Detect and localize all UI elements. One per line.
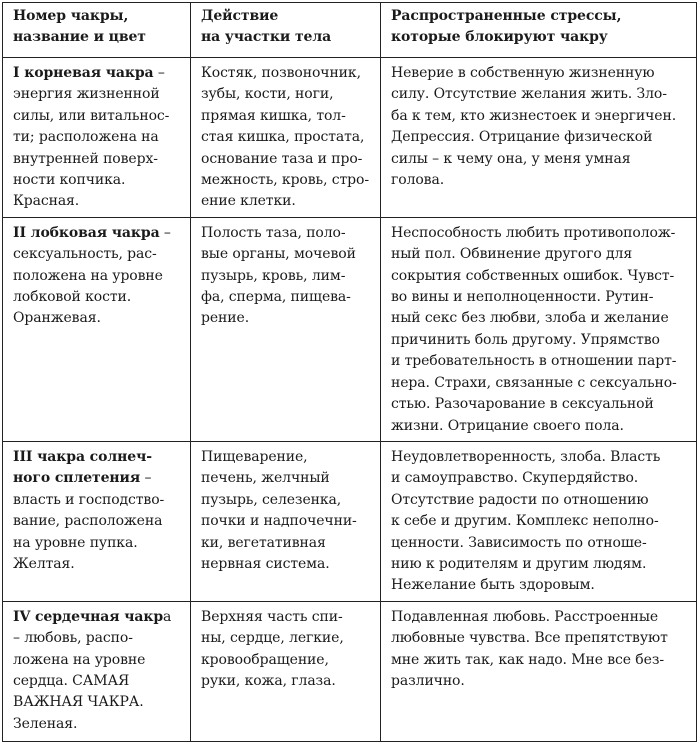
body-action-cell — [191, 601, 381, 741]
stress-cell — [381, 441, 697, 601]
body-action-line: зубы, кости, ноги, — [201, 86, 334, 103]
stress-line: ный секс без любви, злоба и желание — [391, 310, 669, 327]
stress-line: жизни. Отрицание своего пола. — [391, 417, 624, 434]
stress-line: Нежелание быть здоровым. — [391, 577, 595, 594]
table-row — [3, 58, 697, 218]
stress-cell — [381, 601, 697, 741]
chakra-name-line — [13, 63, 186, 84]
body-action-line: ки, вегетативная — [201, 534, 326, 551]
body-action-line: Костяк, позвоночник, — [201, 65, 361, 81]
stress-line: различно. — [391, 672, 465, 689]
stress-line: нера. Страхи, связанные с сексуально- — [391, 374, 677, 391]
stress-line: голова. — [391, 172, 445, 189]
stress-cell — [381, 217, 697, 441]
chakra-name-line — [13, 607, 186, 628]
chakra-name-cell — [3, 441, 191, 601]
chakra-description: силы, или витальнос- — [13, 107, 170, 124]
chakra-description: положена на уровне — [13, 267, 163, 284]
stress-line: и самоуправство. Скупердяйство. — [391, 470, 639, 487]
body-action-line: прямая кишка, тол- — [201, 107, 346, 124]
body-action-line: ны, сердце, легкие, — [201, 630, 344, 647]
chakra-description: сексуальность, рас- — [13, 246, 157, 263]
body-action-line: фа, сперма, пищева- — [201, 289, 351, 306]
stress-line: Неспособность любить противополож- — [391, 224, 676, 241]
chakra-name-line — [13, 692, 186, 713]
chakra-description: энергия жизненной — [13, 86, 160, 103]
chakra-name-line — [13, 714, 186, 735]
chakra-description: – — [140, 470, 152, 487]
chakra-name-line — [13, 170, 186, 191]
chakra-name-cell — [3, 58, 191, 218]
stress-line: нию к родителям и другим людям. — [391, 555, 647, 572]
chakra-description: – любовь, распо- — [13, 630, 133, 647]
chakra-name-line — [13, 308, 186, 329]
body-action-line: межность, кровь, стро- — [201, 172, 369, 189]
stress-line: силы – к чему она, у меня умная — [391, 150, 631, 167]
chakra-description: ВАЖНАЯ ЧАКРА. — [13, 694, 144, 711]
stress-line: ценности. Зависимость по отноше- — [391, 534, 647, 551]
table-row — [3, 441, 697, 601]
chakra-name-line — [13, 266, 186, 287]
chakra-name-line — [13, 650, 186, 671]
body-action-line: стая кишка, простата, — [201, 129, 365, 146]
stress-line: силу. Отсутствие желания жить. Зло- — [391, 86, 667, 103]
chakra-description: внутренней поверх- — [13, 150, 158, 167]
header-stresses: Распространенные стрессы, которые блокируют чакру — [381, 3, 697, 58]
chakra-name-line — [13, 468, 186, 489]
chakra-description: на уровне пупка. — [13, 534, 138, 551]
chakra-name-line — [13, 244, 186, 265]
chakra-name-line — [13, 511, 186, 532]
chakra-name-line — [13, 223, 186, 244]
stress-line: Отсутствие радости по отношению — [391, 491, 649, 508]
stress-line: мне жить так, как надо. Мне все без- — [391, 651, 664, 668]
body-action-line: почки и надпочечни- — [201, 513, 357, 530]
header-chakra-name: Номер чакры, название и цвет — [3, 3, 191, 58]
chakra-description: Желтая. — [13, 555, 75, 572]
chakra-description: Зеленая. — [13, 715, 78, 732]
chakra-description: ти; расположена на — [13, 129, 159, 146]
chakra-name-line — [13, 533, 186, 554]
stress-line: ный пол. Обвинение другого для — [391, 246, 633, 263]
chakra-name-line — [13, 84, 186, 105]
body-action-cell — [191, 441, 381, 601]
stress-line: причинить боль другому. Упрямство — [391, 331, 660, 348]
body-action-line: пузырь, кровь, лим- — [201, 267, 346, 284]
stress-line: любовные чувства. Все препятствуют — [391, 630, 668, 647]
chakra-description: вание, расположена — [13, 513, 163, 530]
chakra-name-line — [13, 287, 186, 308]
stress-line: ба к тем, кто жизнестоек и энергичен. — [391, 107, 677, 124]
chakra-name-line — [13, 191, 186, 212]
chakra-title: ного сплетения — [13, 470, 141, 487]
chakra-description: Оранжевая. — [13, 310, 101, 327]
chakra-table — [2, 2, 697, 742]
chakra-name-line — [13, 554, 186, 575]
table-row — [3, 217, 697, 441]
stress-line: Неверие в собственную жизненную — [391, 65, 655, 81]
chakra-name-line — [13, 671, 186, 692]
chakra-name-cell — [3, 601, 191, 741]
chakra-description: – — [153, 65, 165, 81]
body-action-line: ение клетки. — [201, 193, 296, 210]
stress-line: сокрытия собственных ошибок. Чувст- — [391, 267, 675, 284]
chakra-description: ложена на уровне — [13, 651, 146, 668]
stress-line: стью. Разочарование в сексуальной — [391, 396, 654, 413]
stress-line: к себе и другим. Комплекс неполно- — [391, 513, 659, 530]
body-action-line: Полость таза, поло- — [201, 224, 346, 241]
body-action-line: нервная система. — [201, 555, 330, 572]
chakra-description: – — [159, 224, 171, 241]
chakra-description: сердца. САМАЯ — [13, 672, 130, 689]
stress-line: Подавленная любовь. Расстроенные — [391, 608, 659, 625]
stress-line: Неудовлетворенность, злоба. Власть — [391, 448, 661, 465]
chakra-name-line — [13, 447, 186, 468]
body-action-line: кровообращение, — [201, 651, 329, 668]
chakra-name-cell — [3, 217, 191, 441]
chakra-description: Красная. — [13, 193, 80, 210]
body-action-line: рение. — [201, 310, 250, 327]
table-header-row — [3, 3, 697, 58]
chakra-name-line — [13, 106, 186, 127]
body-action-line: Верхняя часть спи- — [201, 608, 343, 625]
chakra-description: лобковой кости. — [13, 289, 132, 306]
chakra-name-line — [13, 628, 186, 649]
stress-cell — [381, 58, 697, 218]
stress-line: и требовательность в отношении парт- — [391, 353, 677, 370]
chakra-description: власть и господство- — [13, 491, 165, 508]
chakra-title: I корневая чакра — [13, 65, 154, 81]
header-body-action: Действие на участки тела — [191, 3, 381, 58]
chakra-title: IV сердечная чакр — [13, 608, 164, 625]
stress-line: Депрессия. Отрицание физической — [391, 129, 653, 146]
chakra-name-line — [13, 149, 186, 170]
chakra-title: III чакра солнеч- — [13, 448, 152, 465]
body-action-cell — [191, 58, 381, 218]
body-action-line: печень, желчный — [201, 470, 330, 487]
chakra-description: а — [163, 608, 172, 625]
chakra-title: II лобковая чакра — [13, 224, 160, 241]
body-action-line: основание таза и про- — [201, 150, 363, 167]
body-action-line: пузырь, селезенка, — [201, 491, 342, 508]
chakra-name-line — [13, 127, 186, 148]
body-action-line: руки, кожа, глаза. — [201, 672, 336, 689]
chakra-name-line — [13, 490, 186, 511]
body-action-line: Пищеварение, — [201, 448, 308, 465]
stress-line: во вины и неполноценности. Рутин- — [391, 289, 654, 306]
body-action-cell — [191, 217, 381, 441]
body-action-line: вые органы, мочевой — [201, 246, 356, 263]
chakra-description: ности копчика. — [13, 172, 126, 189]
table-row — [3, 601, 697, 741]
